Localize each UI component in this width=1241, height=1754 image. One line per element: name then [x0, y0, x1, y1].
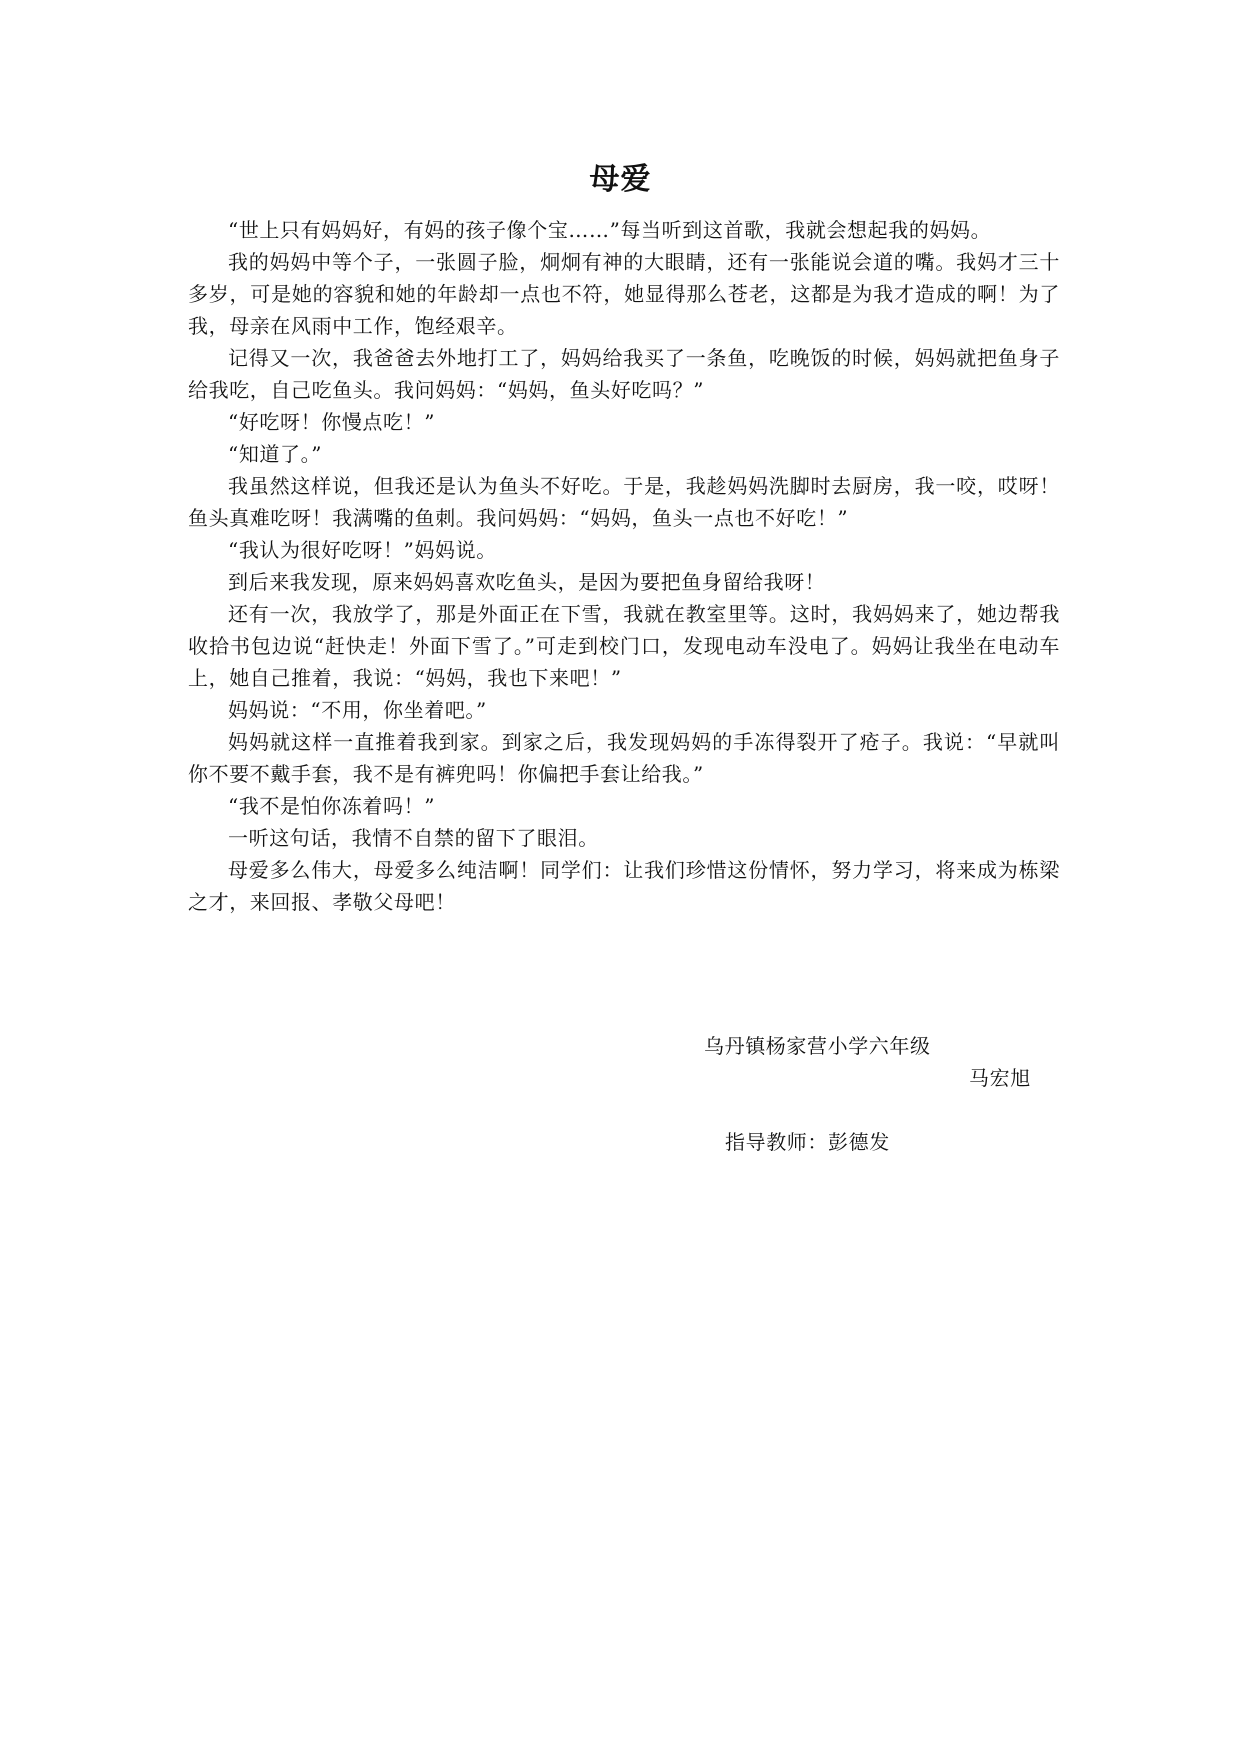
paragraph: 妈妈说：“不用，你坐着吧。” — [228, 698, 487, 722]
essay-body — [188, 214, 1060, 918]
author-name: 马宏旭 — [969, 1066, 1031, 1090]
teacher-line: 指导教师：彭德发 — [725, 1130, 890, 1154]
paragraph: 还有一次，我放学了，那是外面正在下雪，我就在教室里等。这时，我妈妈来了，她边帮我收拾书包边说“赶快走！外面下雪了。”可走到校门口，发现电动车没电了。妈妈让我坐在电动车上，她自己推着，我说：“妈妈，我也下来吧！” — [188, 602, 1060, 690]
paragraph: “好吃呀！你慢点吃！” — [228, 410, 436, 434]
paragraph: 妈妈就这样一直推着我到家。到家之后，我发现妈妈的手冻得裂开了疮子。我说：“早就叫你不要不戴手套，我不是有裤兜吗！你偏把手套让给我。” — [188, 730, 1060, 786]
essay-title: 母爱 — [589, 162, 652, 197]
paragraph: 记得又一次，我爸爸去外地打工了，妈妈给我买了一条鱼，吃晚饭的时候，妈妈就把鱼身子给我吃，自己吃鱼头。我问妈妈：“妈妈，鱼头好吃吗？” — [188, 346, 1060, 402]
paragraph: 母爱多么伟大，母爱多么纯洁啊！同学们：让我们珍惜这份情怀，努力学习，将来成为栋梁之才，来回报、孝敬父母吧！ — [188, 858, 1060, 914]
paragraph: 我虽然这样说，但我还是认为鱼头不好吃。于是，我趁妈妈洗脚时去厨房，我一咬，哎呀！鱼头真难吃呀！我满嘴的鱼刺。我问妈妈：“妈妈，鱼头一点也不好吃！” — [188, 474, 1060, 530]
paragraph: “世上只有妈妈好，有妈的孩子像个宝……”每当听到这首歌，我就会想起我的妈妈。 — [228, 218, 992, 242]
paragraph: 一听这句话，我情不自禁的留下了眼泪。 — [228, 826, 599, 850]
paragraph: “我认为很好吃呀！”妈妈说。 — [228, 538, 497, 562]
paragraph: 我的妈妈中等个子，一张圆子脸，炯炯有神的大眼睛，还有一张能说会道的嘴。我妈才三十多岁，可是她的容貌和她的年龄却一点也不符，她显得那么苍老，这都是为我才造成的啊！为了我，母亲在风雨中工作，饱经艰辛。 — [188, 250, 1060, 338]
paragraph: “知道了。” — [228, 442, 323, 466]
paragraph: 到后来我发现，原来妈妈喜欢吃鱼头，是因为要把鱼身留给我呀！ — [228, 570, 826, 594]
paragraph: “我不是怕你冻着吗！” — [228, 794, 436, 818]
school-line: 乌丹镇杨家营小学六年级 — [704, 1034, 931, 1058]
